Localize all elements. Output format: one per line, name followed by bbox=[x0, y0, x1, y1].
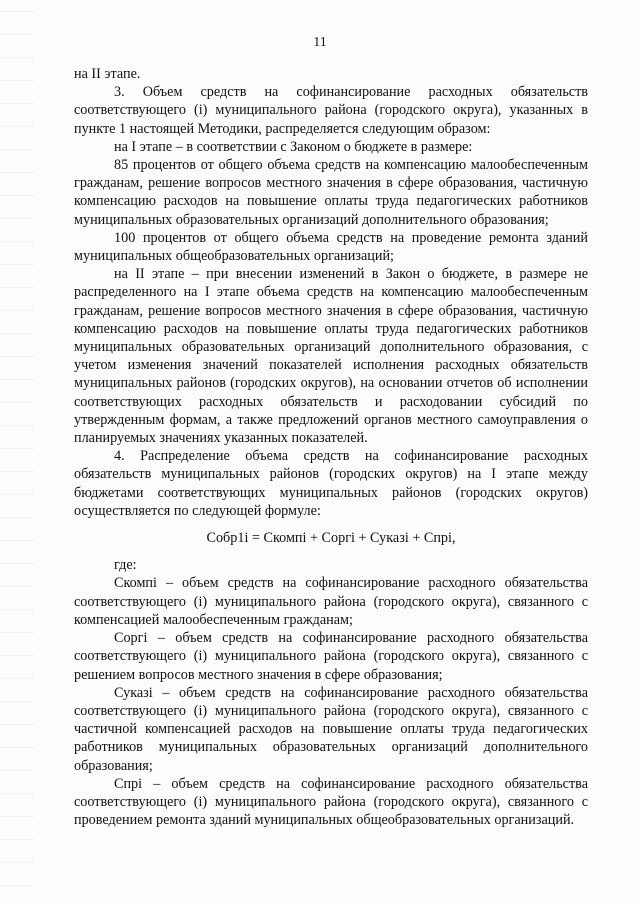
definition-sukaz: Суказi – объем средств на софинансирование расходного обязательства соответствующего (i) муниципального района (городского округа), связанного с частичной компенсацией расходов на повышение оплаты труда педагогических работников муниципальных образовательных организаций дополнительного образования; bbox=[74, 684, 588, 774]
document-body bbox=[74, 65, 588, 829]
paragraph-continuation: на II этапе. bbox=[74, 66, 141, 82]
formula: Собр1i = Скомпi + Соргi + Суказi + Спрi, bbox=[206, 530, 456, 547]
paragraph-item-4: 4. Распределение объема средств на софинансирование расходных обязательств муниципальных районов (городских округов) на I этапе между бюджетами соответствующих муниципальных районов (городских округов) осуществляется по следующей формуле: bbox=[74, 448, 588, 519]
paragraph-stage-1: на I этапе – в соответствии с Законом о бюджете в размере: bbox=[114, 138, 473, 155]
definition-sorg: Соргi – объем средств на софинансирование расходного обязательства соответствующего (i) муниципального района (городского округа), связанного с решением вопросов местного значения в сфере образования; bbox=[74, 630, 588, 683]
definition-spr: Спрi – объем средств на софинансирование расходного обязательства соответствующего (i) муниципального района (городского округа), связанного с проведением ремонта зданий муниципальных общеобразовательных организаций. bbox=[74, 775, 588, 829]
definition-skomp: Скомпi – объем средств на софинансирование расходного обязательства соответствующего (i) муниципального района (городского округа), связанного с компенсацией малообеспеченным гражданам; bbox=[74, 575, 588, 628]
paragraph-85-percent: 85 процентов от общего объема средств на компенсацию малообеспеченным гражданам, решение вопросов местного значения в сфере образования, частичную компенсацию расходов на повышение оплаты труда педагогических работников муниципальных образовательных организаций дополнительного образования; bbox=[74, 157, 588, 228]
scan-edge-artifact bbox=[0, 0, 34, 905]
paragraph-stage-2: на II этапе – при внесении изменений в Закон о бюджете, в размере не распределенного на I этапе объема средств на компенсацию малообеспеченным гражданам, решение вопросов местного значения в сфере образования, частичную компенсацию расходов на повышение оплаты труда педагогических работников муниципальных образовательных организаций дополнительного образования, с учетом изменения значений показателей исполнения расходных обязательств муниципальных районов (городских округов), на основании отчетов об исполнении соответствующих расходных обязательств и расходовании субсидий по утвержденным формам, а также предложений органов местного самоуправления о планируемых значениях указанных показателей. bbox=[74, 266, 588, 447]
page-number: 11 bbox=[313, 35, 327, 50]
paragraph-item-3: 3. Объем средств на софинансирование расходных обязательств соответствующего (i) муниципального района (городского округа), указанных в пункте 1 настоящей Методики, распределяется следующим образом: bbox=[74, 84, 588, 137]
paragraph-100-percent: 100 процентов от общего объема средств на проведение ремонта зданий муниципальных общеобразовательных организаций; bbox=[74, 229, 588, 265]
where-label: где: bbox=[114, 557, 137, 574]
